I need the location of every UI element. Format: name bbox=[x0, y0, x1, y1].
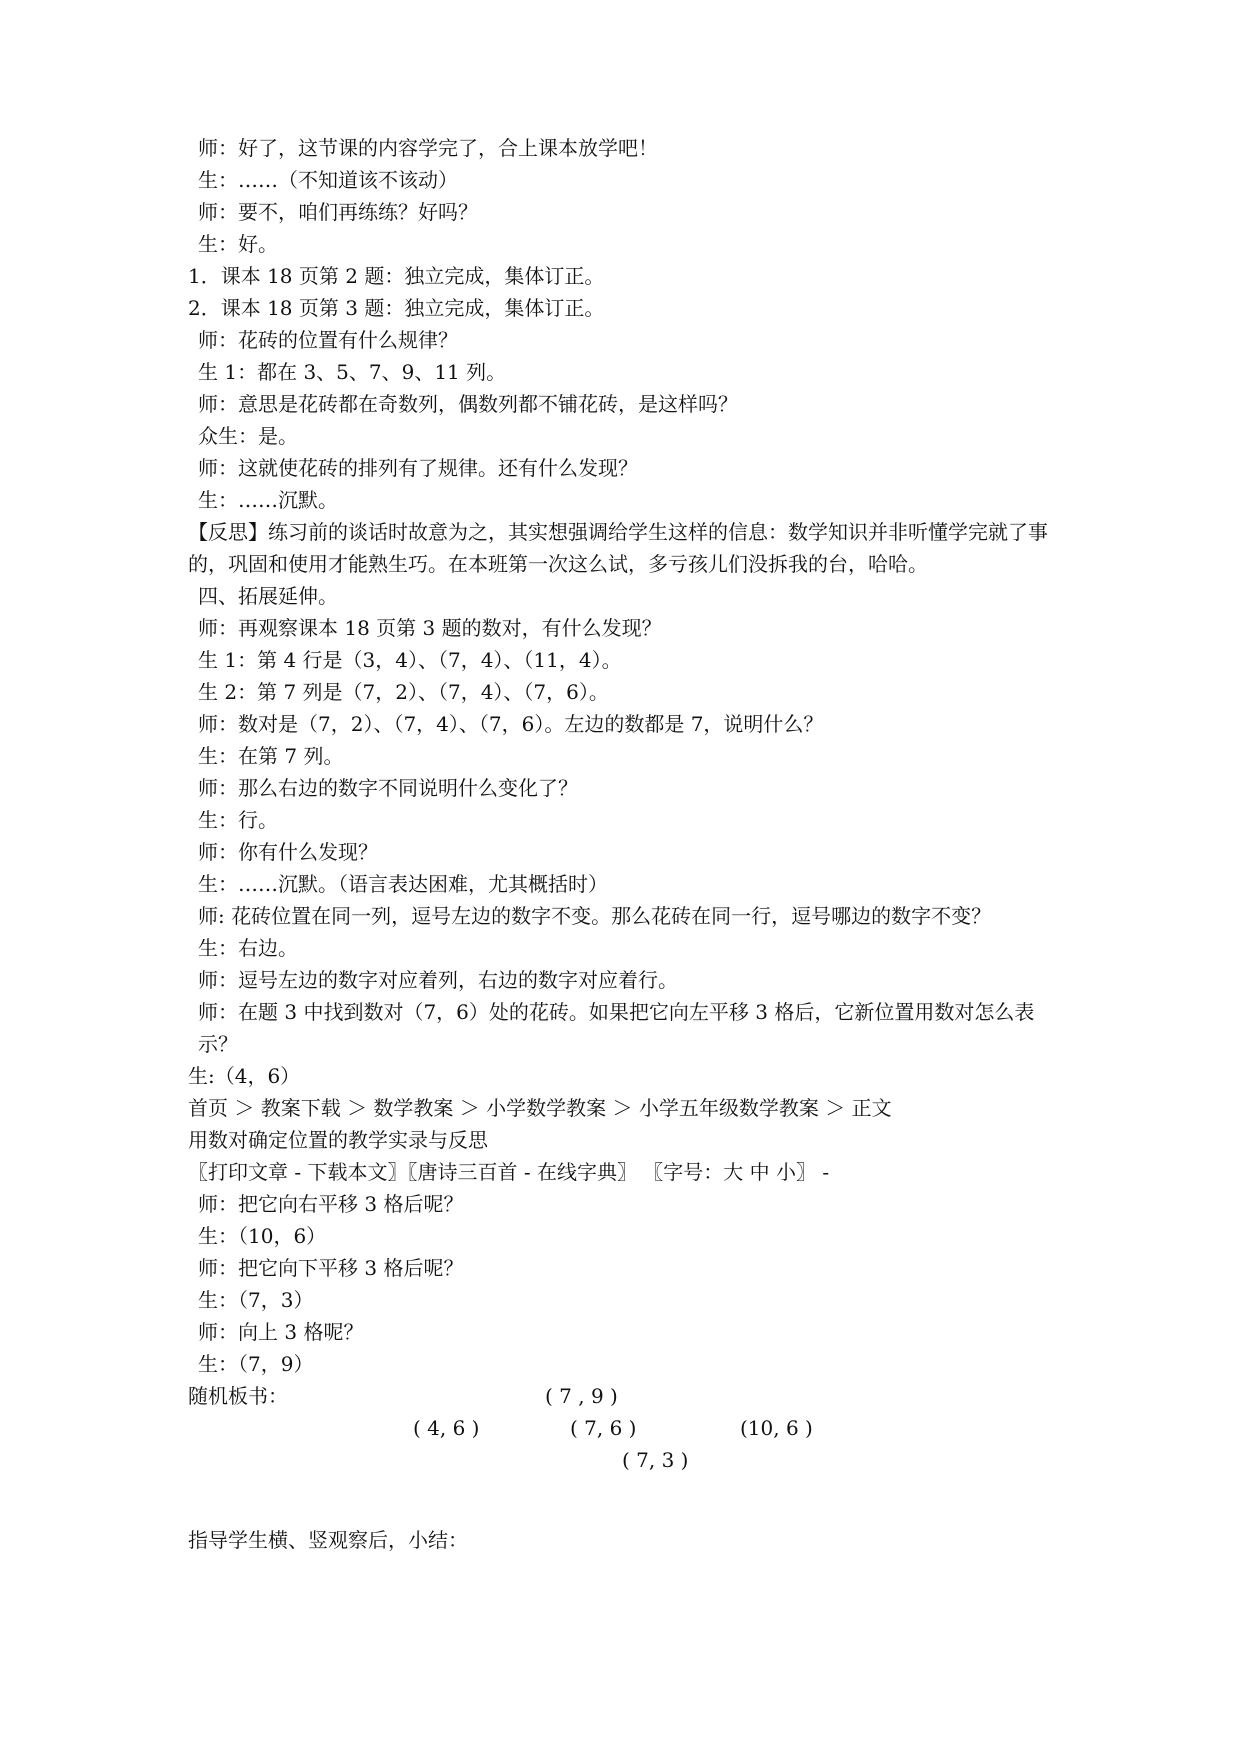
dialogue-line: 师：好了，这节课的内容学完了，合上课本放学吧！ bbox=[198, 136, 658, 160]
dialogue-line: 生：行。 bbox=[198, 808, 278, 832]
article-title: 用数对确定位置的教学实录与反思 bbox=[188, 1128, 488, 1152]
board-coordinate-bottom: ( 7, 3 ) bbox=[622, 1448, 689, 1472]
dialogue-line: 生:（4，6） bbox=[188, 1064, 301, 1088]
dialogue-line: 师：再观察课本 18 页第 3 题的数对，有什么发现？ bbox=[198, 616, 662, 640]
board-coordinate-left: ( 4, 6 ) bbox=[413, 1416, 480, 1440]
dialogue-line: 生：在第 7 列。 bbox=[198, 744, 344, 768]
dialogue-line: 师：向上 3 格呢？ bbox=[198, 1320, 364, 1344]
section-heading: 四、拓展延伸。 bbox=[198, 584, 338, 608]
dialogue-line: 师：把它向下平移 3 格后呢？ bbox=[198, 1256, 464, 1280]
dialogue-line: 师：在题 3 中找到数对（7，6）处的花砖。如果把它向左平移 3 格后，它新位置用数对怎么表示？ bbox=[198, 1000, 1035, 1056]
dialogue-line: 师：这就使花砖的排列有了规律。还有什么发现？ bbox=[198, 456, 638, 480]
dialogue-line: 师：花砖的位置有什么规律？ bbox=[198, 328, 458, 352]
board-coordinate-right: (10, 6 ) bbox=[740, 1416, 813, 1440]
dialogue-line: 师：你有什么发现？ bbox=[198, 840, 378, 864]
dialogue-line: 生 2：第 7 列是（7，2）、（7，4）、（7，6）。 bbox=[198, 680, 609, 704]
dialogue-line: 师：要不，咱们再练练？好吗？ bbox=[198, 200, 478, 224]
dialogue-line: 生 1：都在 3、5、7、9、11 列。 bbox=[198, 360, 507, 384]
dialogue-line: 师: 花砖位置在同一列，逗号左边的数字不变。那么花砖在同一行，逗号哪边的数字不变？ bbox=[198, 904, 992, 928]
board-coordinate-center: ( 7, 6 ) bbox=[570, 1416, 637, 1440]
breadcrumb[interactable]: 首页 ＞ 教案下载 ＞ 数学教案 ＞ 小学数学教案 ＞ 小学五年级数学教案 ＞ 正文 bbox=[188, 1096, 892, 1120]
dialogue-line: 生：好。 bbox=[198, 232, 278, 256]
dialogue-line: 生：……沉默。（语言表达困难，尤其概括时） bbox=[198, 872, 608, 896]
dialogue-line: 生：（7，9） bbox=[198, 1352, 314, 1376]
dialogue-line: 师：那么右边的数字不同说明什么变化了？ bbox=[198, 776, 578, 800]
board-coordinate-top: ( 7 , 9 ) bbox=[545, 1384, 618, 1408]
dialogue-line: 师：把它向右平移 3 格后呢？ bbox=[198, 1192, 464, 1216]
exercise-item: 1．课本 18 页第 2 题：独立完成，集体订正。 bbox=[188, 264, 605, 288]
board-label: 随机板书： bbox=[188, 1384, 288, 1408]
dialogue-line: 生：（7，3） bbox=[198, 1288, 314, 1312]
dialogue-line: 生：……（不知道该不该动） bbox=[198, 168, 458, 192]
summary-line: 指导学生横、竖观察后，小结： bbox=[188, 1528, 468, 1552]
dialogue-line: 生：右边。 bbox=[198, 936, 298, 960]
exercise-item: 2．课本 18 页第 3 题：独立完成，集体订正。 bbox=[188, 296, 605, 320]
dialogue-line: 生：……沉默。 bbox=[198, 488, 338, 512]
dialogue-line: 生 1：第 4 行是（3，4）、（7，4）、（11，4）。 bbox=[198, 648, 622, 672]
dialogue-line: 师：意思是花砖都在奇数列，偶数列都不铺花砖，是这样吗？ bbox=[198, 392, 738, 416]
dialogue-line: 生：（10，6） bbox=[198, 1224, 327, 1248]
dialogue-line: 师：逗号左边的数字对应着列，右边的数字对应着行。 bbox=[198, 968, 678, 992]
dialogue-line: 众生：是。 bbox=[198, 424, 298, 448]
article-tools[interactable]: 〖打印文章 - 下载本文〗〖唐诗三百首 - 在线字典〗 〖字号：大 中 小〗 - bbox=[188, 1160, 830, 1184]
reflection-paragraph: 【反思】练习前的谈话时故意为之，其实想强调给学生这样的信息：数学知识并非听懂学完就了事的，巩固和使用才能熟生巧。在本班第一次这么试，多亏孩儿们没拆我的台，哈哈。 bbox=[188, 520, 1048, 576]
dialogue-line: 师：数对是（7，2）、（7，4）、（7，6）。左边的数都是 7，说明什么？ bbox=[198, 712, 824, 736]
